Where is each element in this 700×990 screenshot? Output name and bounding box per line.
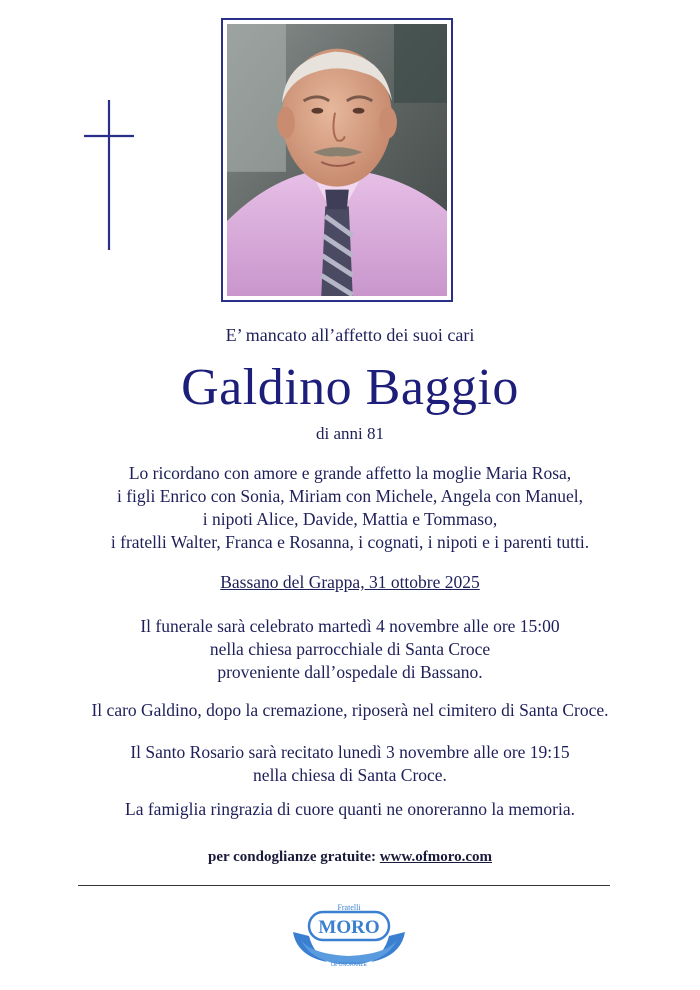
logo-top-text: Fratelli <box>337 903 361 912</box>
place-date: Bassano del Grappa, 31 ottobre 2025 <box>220 572 480 592</box>
thanks-line: La famiglia ringrazia di cuore quanti ne onoreranno la memoria. <box>125 799 575 819</box>
place-date-line <box>0 571 700 594</box>
condolences-label: per condoglianze gratuite: <box>208 849 377 865</box>
portrait-image <box>227 24 447 296</box>
funeral-line: nella chiesa parrocchiale di Santa Croce <box>209 639 491 659</box>
funeral-paragraph <box>0 615 700 684</box>
family-paragraph <box>0 462 700 554</box>
family-line: i fratelli Walter, Franca e Rosanna, i cognati, i nipoti e i parenti tutti. <box>110 532 590 552</box>
rosary-line: nella chiesa di Santa Croce. <box>253 765 447 785</box>
rosary-line: Il Santo Rosario sarà recitato lunedì 3 novembre alle ore 19:15 <box>130 742 570 762</box>
funeral-line: proveniente dall’ospedale di Bassano. <box>217 662 483 682</box>
rosary-paragraph <box>0 741 700 787</box>
family-line: Lo ricordano con amore e grande affetto la moglie Maria Rosa, <box>128 463 572 483</box>
cross-icon <box>82 100 136 252</box>
funeral-line: Il funerale sarà celebrato martedì 4 novembre alle ore 15:00 <box>140 616 560 636</box>
portrait-photo <box>221 18 453 302</box>
cremation-line: Il caro Galdino, dopo la cremazione, riposerà nel cimitero di Santa Croce. <box>91 700 609 720</box>
divider <box>78 885 610 886</box>
condolences-line <box>0 849 700 866</box>
logo-bottom-text: LE ONORANZE <box>331 962 367 968</box>
family-line: i figli Enrico con Sonia, Miriam con Michele, Angela con Manuel, <box>116 486 584 506</box>
age-line: di anni 81 <box>316 424 384 443</box>
family-line: i nipoti Alice, Davide, Mattia e Tommaso, <box>202 509 498 529</box>
website-link[interactable]: www.ofmoro.com <box>379 849 492 865</box>
deceased-name: Galdino Baggio <box>181 359 519 416</box>
intro-line: E’ mancato all’affetto dei suoi cari <box>225 325 475 345</box>
funeral-home-logo <box>287 902 411 968</box>
logo-main-text: MORO <box>318 917 380 938</box>
